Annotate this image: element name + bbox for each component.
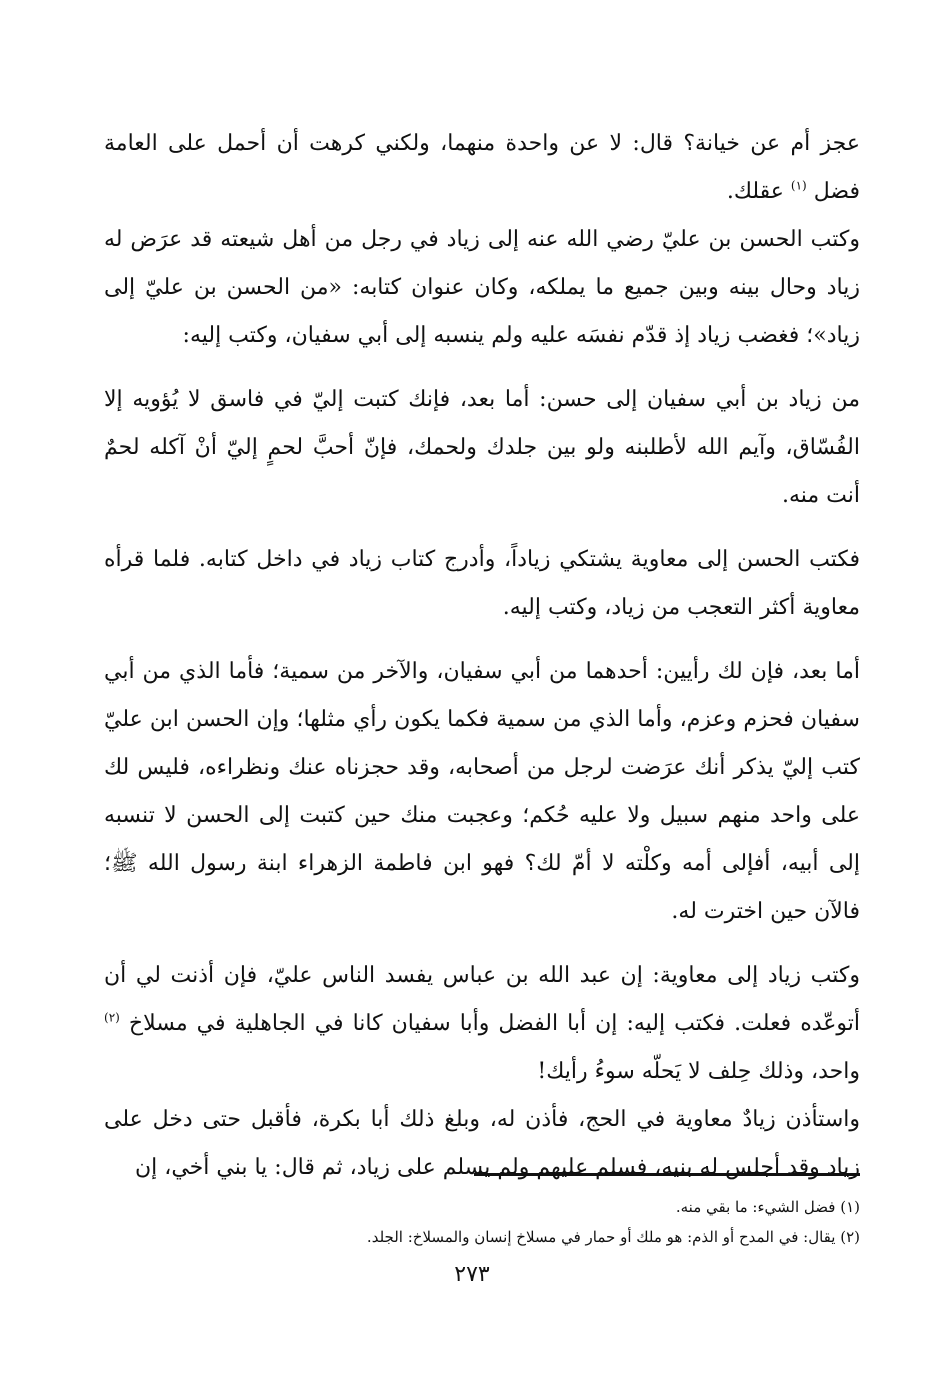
paragraph-6-end: واحد، وذلك حِلف لا يَحلّه سوءُ رأيك! [537,1059,860,1084]
footnote-ref-1: (١) [790,178,807,193]
paragraph-6 [104,952,860,1096]
paragraph-4: فكتب الحسن إلى معاوية يشتكي زياداً، وأدرج كتاب زياد في داخل كتابه. فلما قرأه معاوية أكثر التعجب من زياد، وكتب إليه. [104,547,861,620]
footnote-ref-2: (٢) [104,1010,120,1025]
paragraph-6-text: وكتب زياد إلى معاوية: إن عبد الله بن عباس يفسد الناس عليّ، فإن أذنت لي أن أتوعّده فعلت. فكتب إليه: إن أبا الفضل وأبا سفيان كانا في الجاهلية في مسلاخ [104,963,860,1036]
paragraph-2: وكتب الحسن بن عليّ رضي الله عنه إلى زياد في رجل من أهل شيعته قد عرَض له زياد وحال بينه وبين جميع ما يملكه، وكان عنوان كتابه: «من الحسن بن عليّ إلى زياد»؛ فغضب زياد إذ قدّم نفسَه عليه ولم ينسبه إلى أبي سفيان، وكتب إليه: [104,227,860,348]
footnote-1: (١) فضل الشيء: ما بقي منه. [675,1198,860,1216]
footnote-divider [474,1173,860,1176]
footnote-2: (٢) يقال: في المدح أو الذم: هو ملك أو حمار في مسلاخ إنسان والمسلاخ: الجلد. [366,1228,860,1246]
paragraph-3: من زياد بن أبي سفيان إلى حسن: أما بعد، فإنك كتبت إليّ في فاسق لا يُؤويه إلا الفُسّاق، وآيم الله لأطلبنه ولو بين جلدك ولحمك، فإنّ أحبَّ لحمٍ إليّ أنْ آكله لحمٌ أنت منه. [104,387,860,508]
footnotes [104,1192,860,1252]
main-text [104,120,860,1192]
page-number: ٢٧٣ [454,1262,490,1287]
paragraph-1 [104,120,860,216]
paragraph-1-end: عقلك. [726,179,791,204]
paragraph-5: أما بعد، فإن لك رأيين: أحدهما من أبي سفيان، والآخر من سمية؛ فأما الذي من أبي سفيان فحزم وعزم، وأما الذي من سمية فكما يكون رأي مثلها؛ وإن الحسن ابن عليّ كتب إليّ يذكر أنك عرَضت لرجل من أصحابه، وقد حجزناه عنك ونظراءه، فليس لك على واحد منهم سبيل ولا عليه حُكم؛ وعجبت منك حين كتبت إلى الحسن لا تنسبه إلى أبيه، أفإلى أمه وكلْته لا أمّ لك؟ فهو ابن فاطمة الزهراء ابنة رسول الله ﷺ؛ فالآن حين اخترت له. [104,659,860,924]
paragraph-1-text: عجز أم عن خيانة؟ قال: لا عن واحدة منهما، ولكني كرهت أن أحمل على العامة فضل [104,131,860,204]
paragraph-7: واستأذن زيادٌ معاوية في الحج، فأذن له، وبلغ ذلك أبا بكرة، فأقبل حتى دخل على زياد وقد أجلس له بنيه، فسلم عليهم ولم يسلم على زياد، ثم قال: يا بني أخي، إن [104,1107,860,1180]
